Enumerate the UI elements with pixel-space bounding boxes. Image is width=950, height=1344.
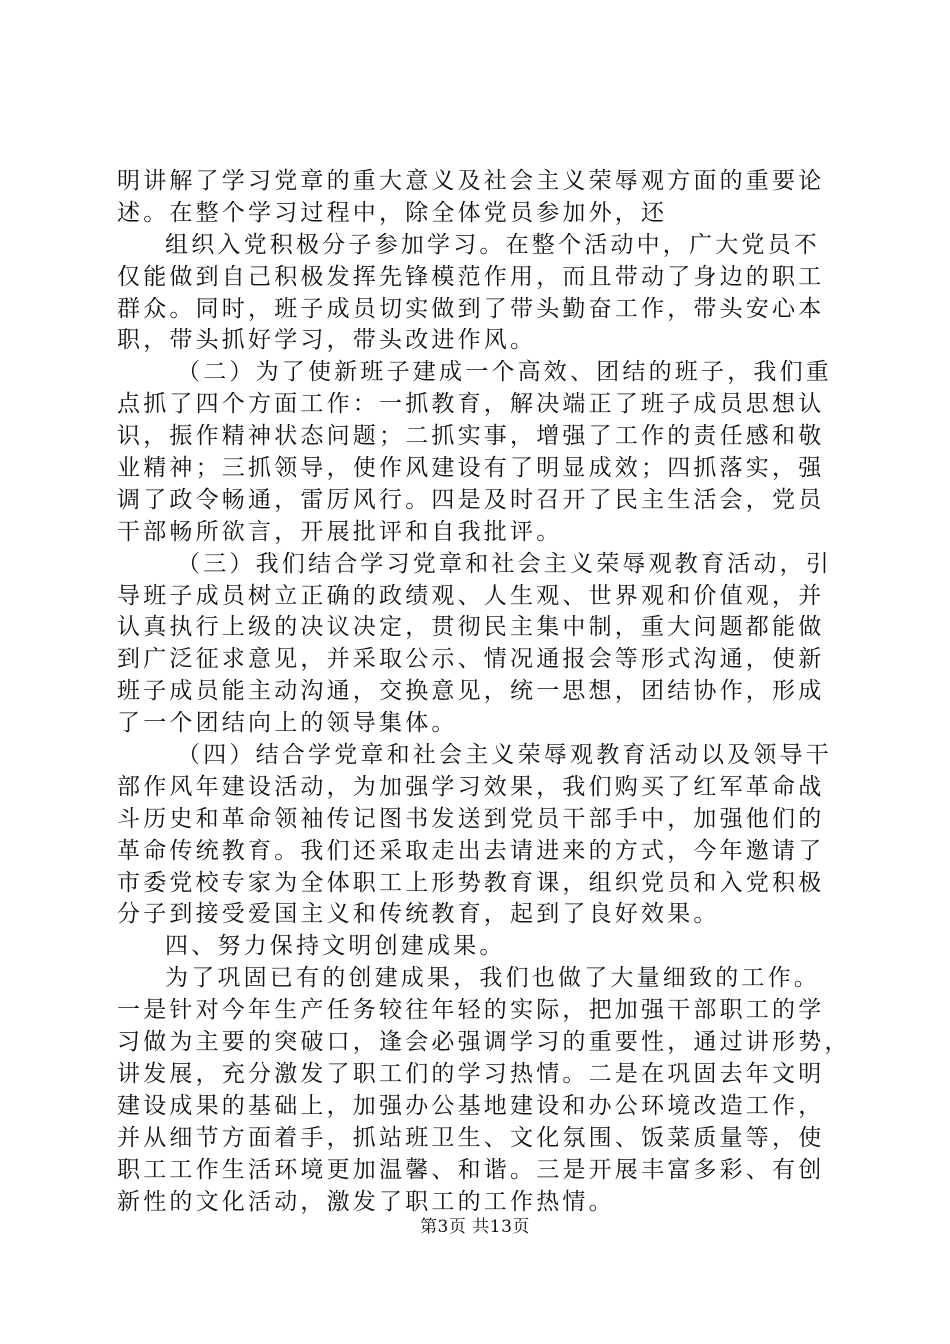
text-line: 导班子成员树立正确的政绩观、人生观、世界观和价值观，并 (117, 582, 825, 609)
text-line: 组织入党积极分子参加学习。在整个活动中，广大党员不 (165, 231, 820, 258)
text-line: 认真执行上级的决议决定，贯彻民主集中制，重大问题都能做 (117, 614, 825, 641)
text-line: 业精神；三抓领导，使作风建设有了明显成效；四抓落实，强 (117, 455, 825, 482)
page-footer: 第3页 共13页 (420, 1217, 530, 1237)
text-line: 革命传统教育。我们还采取走出去请进来的方式，今年邀请了 (117, 837, 825, 864)
text-line: 班子成员能主动沟通，交换意见，统一思想，团结协作，形成 (117, 678, 825, 705)
text-line: 分子到接受爱国主义和传统教育，起到了良好效果。 (117, 901, 720, 928)
text-line: 市委党校专家为全体职工上形势教育课，组织党员和入党积极 (117, 869, 825, 896)
text-line: 讲发展，充分激发了职工们的学习热情。二是在巩固去年文明 (117, 1060, 825, 1087)
text-line: 述。在整个学习过程中，除全体党员参加外，还 (117, 199, 668, 226)
text-line: （二）为了使新班子建成一个高效、团结的班子，我们重 (177, 359, 832, 386)
text-line: （三）我们结合学习党章和社会主义荣辱观教育活动，引 (177, 550, 832, 577)
text-line: 职，带头抓好学习，带头改进作风。 (117, 327, 537, 354)
text-line: （四）结合学党章和社会主义荣辱观教育活动以及领导干 (177, 742, 832, 769)
text-line: 新性的文化活动，激发了职工的工作热情。 (117, 1188, 615, 1215)
text-line: 为了巩固已有的创建成果，我们也做了大量细致的工作。 (165, 965, 820, 992)
text-line: 部作风年建设活动，为加强学习效果，我们购买了红军革命战 (117, 773, 825, 800)
text-line: 明讲解了学习党章的重大意义及社会主义荣辱观方面的重要论 (117, 168, 825, 194)
text-line: 识，振作精神状态问题；二抓实事，增强了工作的责任感和敬 (117, 423, 825, 450)
text-line: 群众。同时，班子成员切实做到了带头勤奋工作，带头安心本 (117, 295, 825, 322)
text-line: 建设成果的基础上，加强办公基地建设和办公环境改造工作， (117, 1092, 825, 1119)
document-body (117, 166, 851, 1218)
text-line: 了一个团结向上的领导集体。 (117, 710, 458, 737)
text-line: 仅能做到自己积极发挥先锋模范作用，而且带动了身边的职工 (117, 263, 825, 290)
text-line: 到广泛征求意见，并采取公示、情况通报会等形式沟通，使新 (117, 646, 825, 673)
text-line: 点抓了四个方面工作：一抓教育，解决端正了班子成员思想认 (117, 391, 825, 418)
text-line: 四、努力保持文明创建成果。 (165, 933, 506, 960)
text-line: 并从细节方面着手，抓站班卫生、文化氛围、饭菜质量等，使 (117, 1124, 825, 1151)
text-line: 调了政令畅通，雷厉风行。四是及时召开了民主生活会，党员 (117, 486, 825, 513)
text-line: 干部畅所欲言，开展批评和自我批评。 (117, 518, 563, 545)
text-line: 习做为主要的突破口，逢会必强调学习的重要性，通过讲形势， (117, 1029, 851, 1056)
text-line: 一是针对今年生产任务较往年轻的实际，把加强干部职工的学 (117, 997, 825, 1024)
text-line: 斗历史和革命领袖传记图书发送到党员干部手中，加强他们的 (117, 805, 825, 832)
text-line: 职工工作生活环境更加温馨、和谐。三是开展丰富多彩、有创 (117, 1156, 825, 1183)
